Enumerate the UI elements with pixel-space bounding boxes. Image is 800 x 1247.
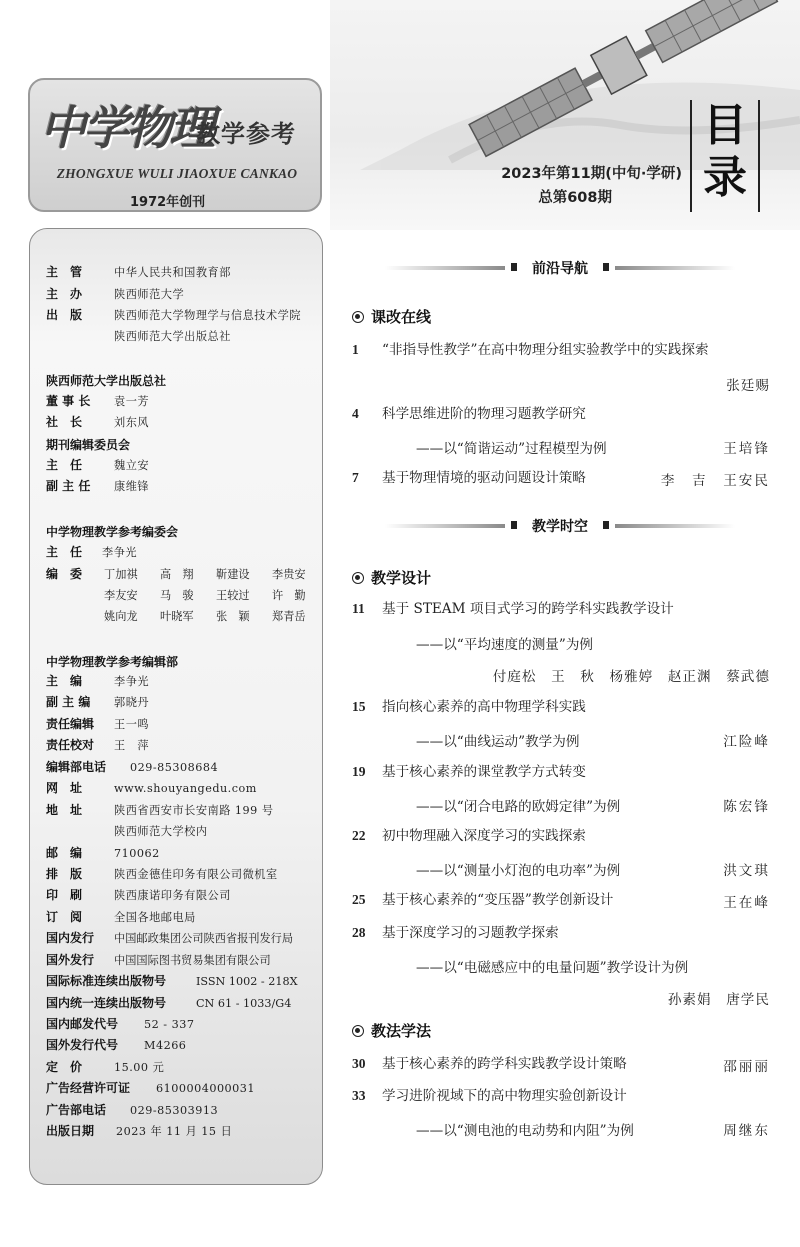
section-heading-methods: 教法学法 [352,1020,431,1041]
logo-main-title: 中学物理 [40,101,212,155]
entry-author: 王在峰 [723,895,770,911]
total-issue-number: 总第608期 [538,190,612,206]
section-heading-design: 教学设计 [352,567,431,588]
masthead-typeset: 排 版 陕西金德佳印务有限公司微机室 [46,867,278,881]
entry-subtitle: ——以“曲线运动”教学为例 [416,734,580,750]
masthead-issn: 国际标准连续出版物号 ISSN 1002 - 218X [46,974,298,988]
entry-title: 基于深度学习的习题教学探索 [382,925,559,941]
band-label: 前沿导航 [505,258,615,278]
entry-subtitle: ——以“闭合电路的欧姆定律”为例 [416,799,621,815]
board-member: 高 翔 [160,568,194,581]
masthead-director: 主 任 魏立安 [46,458,150,472]
masthead-publisher-2: 陕西师范大学出版总社 [114,330,231,343]
entry-author: 邵丽丽 [723,1059,770,1075]
board-member: 马 骏 [160,589,194,602]
entry-title: 基于核心素养的课堂教学方式转变 [382,764,586,780]
entry-title: 基于核心素养的跨学科实践教学设计策略 [382,1056,627,1072]
masthead-deputy-editor: 副 主 编 郭晓丹 [46,695,150,709]
entry-title: 科学思维进阶的物理习题教学研究 [382,406,586,422]
masthead-responsible-editor: 责任编辑 王一鸣 [46,717,150,731]
entry-subtitle: ——以“电磁感应中的电量问题”教学设计为例 [416,960,689,976]
section-band-teaching [385,516,735,536]
entry-author: 陈宏锋 [723,799,770,815]
target-bullet-icon [352,1025,364,1037]
masthead-intl-distribution: 国外发行 中国国际图书贸易集团有限公司 [46,953,271,967]
masthead-ad-license: 广告经营许可证 6100004000031 [46,1081,256,1095]
entry-subtitle: ——以“简谐运动”过程模型为例 [416,441,607,457]
board-member: 郑青岳 [272,610,306,623]
masthead-website: 网 址 www.shouyangedu.com [46,781,257,795]
entry-title: 基于 STEAM 项目式学习的跨学科实践教学设计 [382,601,674,617]
masthead-proofreader: 责任校对 王 萍 [46,738,150,752]
masthead-board-director: 主 任 李争光 [46,545,138,559]
masthead-board-members-label: 编 委 [46,567,83,581]
entry-author: 王培锋 [723,441,770,457]
entry-author: 张廷赐 [726,378,770,394]
entry-title: 初中物理融入深度学习的实践探索 [382,828,586,844]
board-member: 王较过 [216,589,250,602]
masthead-pub-date: 出版日期 2023 年 11 月 15 日 [46,1124,233,1138]
toc-title-char-1: 目 [703,100,747,151]
office-heading: 中学物理教学参考编辑部 [46,655,179,669]
founded-year: 1972年创刊 [130,195,206,210]
entry-subtitle: ——以“平均速度的测量”为例 [416,637,594,653]
board-member: 张 颖 [216,610,250,623]
board-member: 李友安 [104,589,138,602]
entry-author: 周继东 [723,1123,770,1139]
board-member: 叶晓军 [160,610,194,623]
masthead-address: 地 址 陕西省西安市长安南路 199 号 [46,803,274,817]
board-member: 姚向龙 [104,610,138,623]
masthead-printing: 印 刷 陕西康诺印务有限公司 [46,888,231,902]
logo-pinyin: ZHONGXUE WULI JIAOXUE CANKAO [56,166,298,181]
entry-title: 指向核心素养的高中物理学科实践 [382,699,586,715]
masthead-sponsor: 主 管 中华人民共和国教育部 [46,265,231,279]
logo-sub-title: 教学参考 [196,120,296,148]
masthead-subscribe: 订 阅 全国各地邮电局 [46,910,196,924]
entry-authors: 孙素娟 唐学民 [667,992,770,1008]
board-member: 靳建设 [216,568,250,581]
board-heading: 中学物理教学参考编委会 [46,525,179,539]
entry-subtitle: ——以“测量小灯泡的电功率”为例 [416,863,621,879]
masthead-editor: 主 编 李争光 [46,674,150,688]
masthead-chairman: 董 事 长 袁一芳 [46,394,150,408]
entry-title: 学习进阶视域下的高中物理实验创新设计 [382,1088,627,1104]
board-member: 许 勤 [272,589,306,602]
editorial-committee-heading: 期刊编辑委员会 [46,438,131,452]
entry-authors: 付庭松 王 秋 杨雅婷 赵正渊 蔡武德 [492,669,770,685]
toc-title-char-2: 录 [703,152,747,203]
masthead-intl-code: 国外发行代号 M4266 [46,1038,187,1052]
target-bullet-icon [352,311,364,323]
press-heading: 陕西师范大学出版总社 [46,374,167,388]
board-member: 李贵安 [272,568,306,581]
entry-author: 江险峰 [723,734,770,750]
section-heading-curriculum: 课改在线 [352,306,431,327]
entry-title: 基于核心素养的“变压器”教学创新设计 [382,892,614,908]
masthead-phone: 编辑部电话 029-85308684 [46,760,219,774]
masthead-ad-phone: 广告部电话 029-85303913 [46,1103,219,1117]
band-label: 教学时空 [505,516,615,536]
board-member: 丁加祺 [104,568,138,581]
issue-number: 2023年第11期(中旬·学研) [501,166,682,182]
entry-subtitle: ——以“测电池的电动势和内阻”为例 [416,1123,634,1139]
masthead-president: 社 长 刘东风 [46,415,150,429]
masthead-publisher: 出 版 陕西师范大学物理学与信息技术学院 [46,308,302,322]
entry-title: “非指导性教学”在高中物理分组实验教学中的实践探索 [382,342,709,358]
toc-title [690,100,760,212]
masthead-address-2: 陕西师范大学校内 [114,825,208,838]
masthead-deputy-director: 副 主 任 康维锋 [46,479,150,493]
masthead-cn: 国内统一连续出版物号 CN 61 - 1033/G4 [46,996,292,1010]
masthead-organizer: 主 办 陕西师范大学 [46,287,185,301]
masthead-zip: 邮 编 710062 [46,846,160,860]
masthead-price: 定 价 15.00 元 [46,1060,165,1074]
masthead-domestic-distribution: 国内发行 中国邮政集团公司陕西省报刊发行局 [46,931,294,945]
entry-title: 基于物理情境的驱动问题设计策略 [382,470,586,486]
entry-author: 李 吉 王安民 [660,473,770,489]
masthead-domestic-code: 国内邮发代号 52 - 337 [46,1017,195,1031]
entry-author: 洪文琪 [723,863,770,879]
target-bullet-icon [352,572,364,584]
section-band-frontier [385,258,735,278]
